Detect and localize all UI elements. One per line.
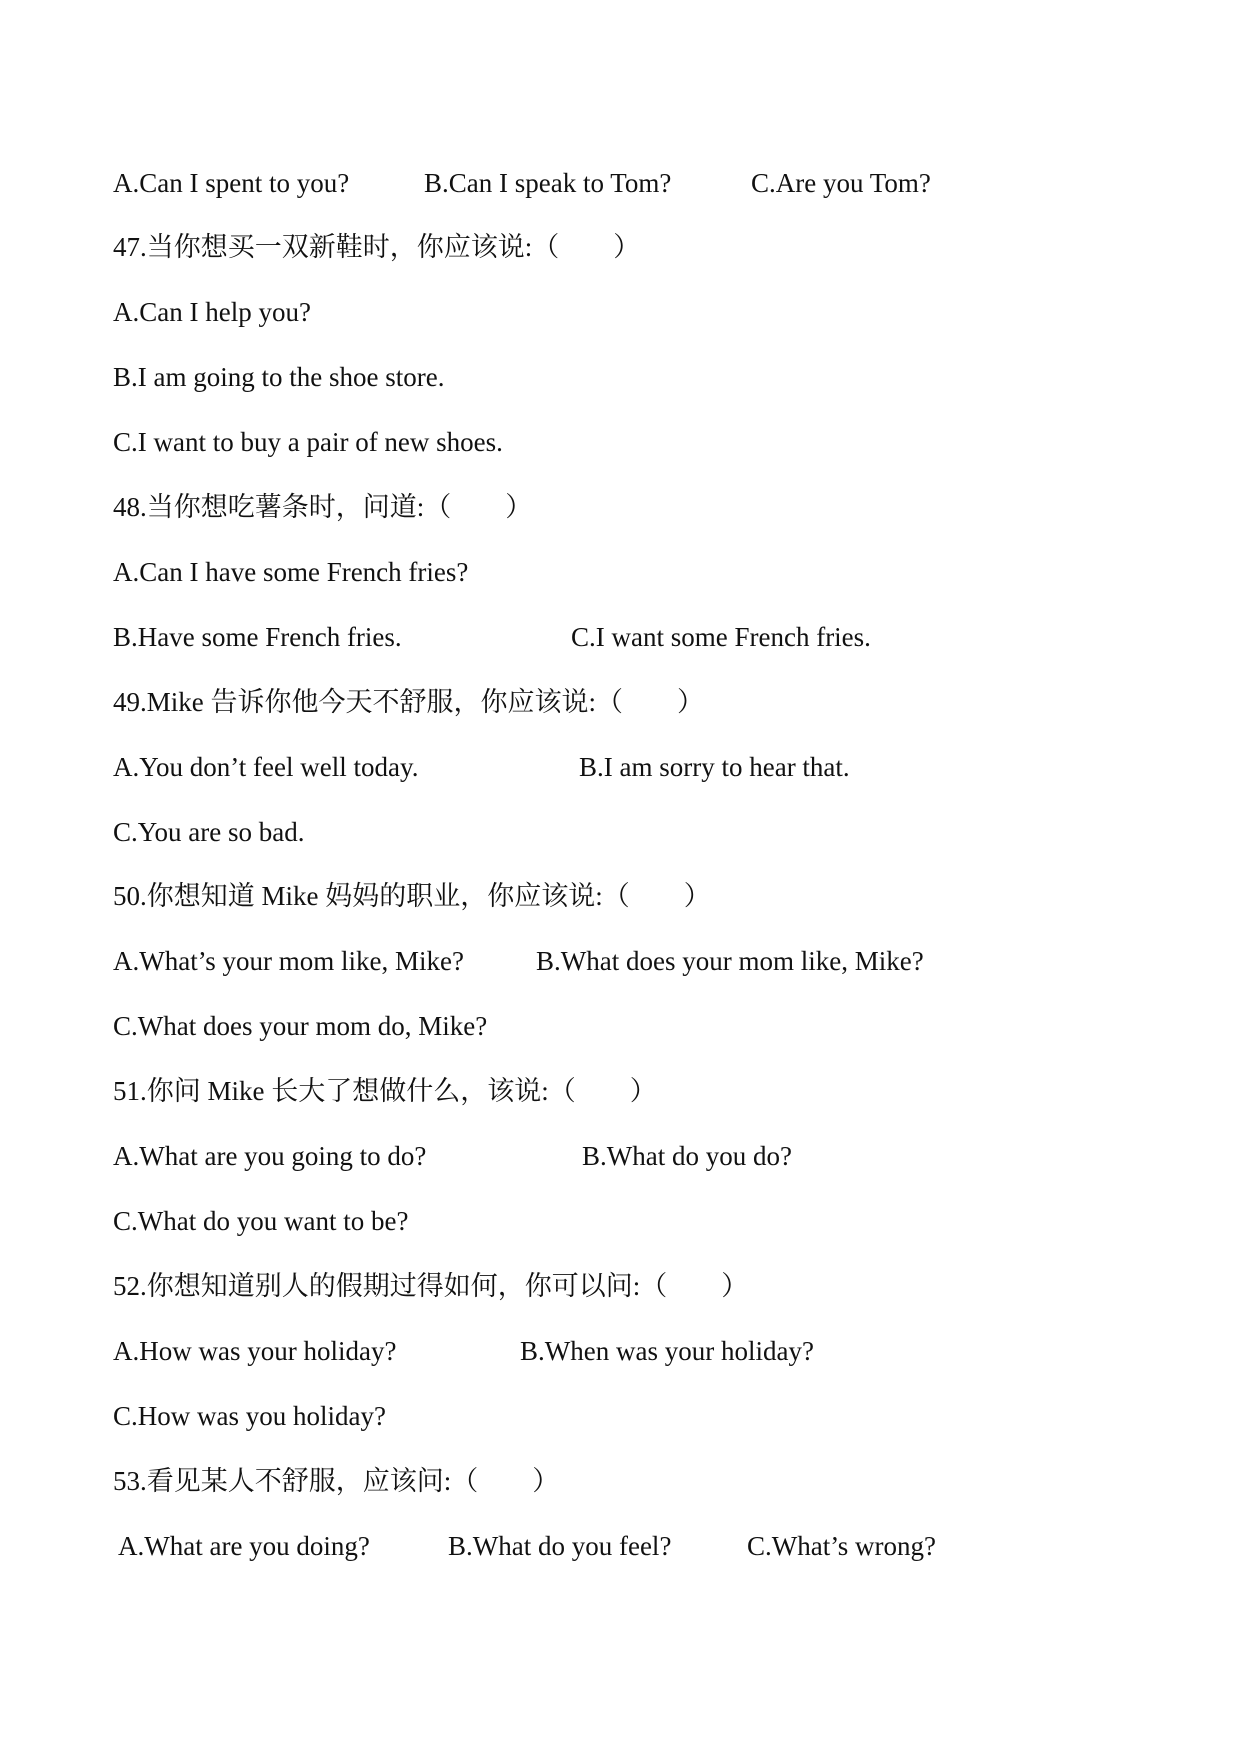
q52-option-a: A.How was your holiday? <box>113 1336 397 1366</box>
q51-option-c: C.What do you want to be? <box>113 1206 409 1236</box>
q47-option-b: B.I am going to the shoe store. <box>113 362 445 392</box>
q53-prompt: 53.看见某人不舒服，应该问:（ ） <box>113 1466 560 1496</box>
q50-prompt: 50.你想知道 Mike 妈妈的职业，你应该说:（ ） <box>113 881 711 911</box>
q49-option-c: C.You are so bad. <box>113 817 305 847</box>
q47-option-c: C.I want to buy a pair of new shoes. <box>113 427 503 457</box>
q49-option-a: A.You don’t feel well today. <box>113 752 419 782</box>
q48-prompt: 48.当你想吃薯条时，问道:（ ） <box>113 492 533 522</box>
q53-option-c: C.What’s wrong? <box>747 1531 936 1561</box>
q46-option-c: C.Are you Tom? <box>751 168 931 198</box>
q51-prompt: 51.你问 Mike 长大了想做什么，该说:（ ） <box>113 1076 657 1106</box>
q48-option-c: C.I want some French fries. <box>571 622 871 652</box>
q48-option-b: B.Have some French fries. <box>113 622 402 652</box>
q50-option-b: B.What does your mom like, Mike? <box>536 946 924 976</box>
q53-option-a: A.What are you doing? <box>118 1531 370 1561</box>
q51-option-a: A.What are you going to do? <box>113 1141 427 1171</box>
q47-option-a: A.Can I help you? <box>113 297 311 327</box>
q47-prompt: 47.当你想买一双新鞋时，你应该说:（ ） <box>113 232 641 262</box>
q46-option-b: B.Can I speak to Tom? <box>424 168 672 198</box>
q48-option-a: A.Can I have some French fries? <box>113 557 469 587</box>
q49-option-b: B.I am sorry to hear that. <box>579 752 850 782</box>
q50-option-a: A.What’s your mom like, Mike? <box>113 946 464 976</box>
q51-option-b: B.What do you do? <box>582 1141 792 1171</box>
q46-option-a: A.Can I spent to you? <box>113 168 350 198</box>
q50-option-c: C.What does your mom do, Mike? <box>113 1011 488 1041</box>
q53-option-b: B.What do you feel? <box>448 1531 672 1561</box>
q52-option-b: B.When was your holiday? <box>520 1336 814 1366</box>
q49-prompt: 49.Mike 告诉你他今天不舒服，你应该说:（ ） <box>113 687 704 717</box>
q52-option-c: C.How was you holiday? <box>113 1401 386 1431</box>
q52-prompt: 52.你想知道别人的假期过得如何，你可以问:（ ） <box>113 1271 749 1301</box>
